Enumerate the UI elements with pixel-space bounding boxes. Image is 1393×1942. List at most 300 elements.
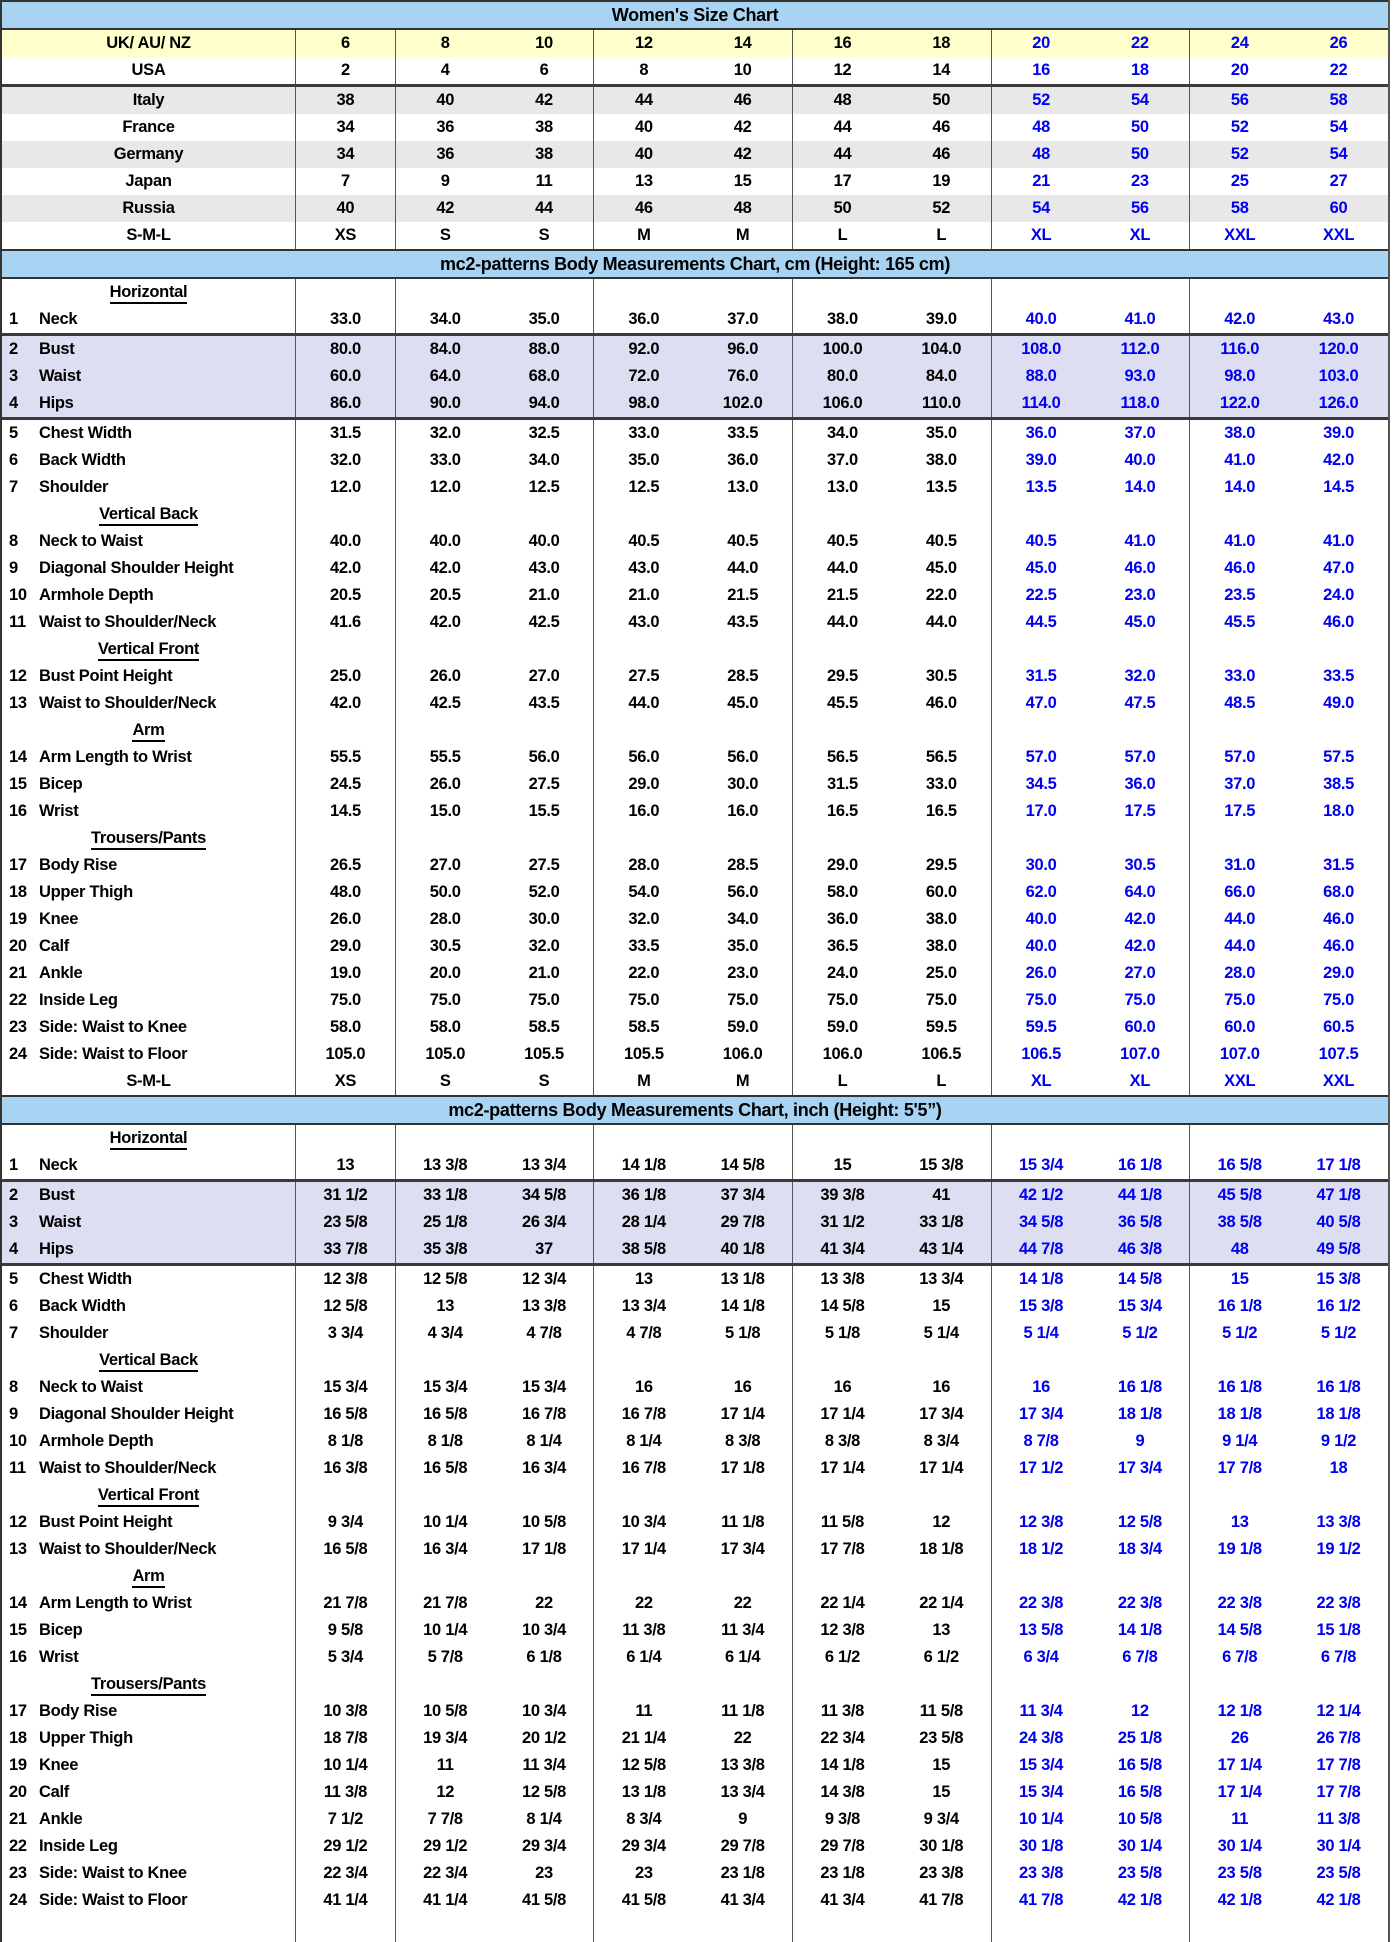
cell	[892, 1347, 991, 1374]
cell: 22.0	[593, 960, 693, 987]
table-row	[2, 195, 1388, 222]
cell	[296, 1482, 395, 1509]
cell: 21.0	[528, 586, 560, 604]
cell: 29.0	[329, 937, 361, 955]
cell: 17 3/4	[991, 1401, 1091, 1428]
cell: 34.0	[792, 420, 892, 447]
cell: 6 3/4	[991, 1644, 1091, 1671]
cell: 8	[395, 30, 495, 57]
cell	[693, 501, 792, 528]
cell: 17 1/4	[720, 1405, 765, 1423]
cell: 7 7/8	[395, 1806, 495, 1833]
cell: 58	[1189, 195, 1289, 222]
cell: 5 1/8	[725, 1324, 761, 1342]
cell: 7 1/2	[327, 1810, 363, 1828]
cell: 103.0	[1318, 367, 1359, 385]
cell: 16.5	[792, 798, 892, 825]
cell: 11 3/8	[323, 1783, 367, 1801]
cell	[991, 1671, 1091, 1698]
cell: 9 3/4	[923, 1810, 959, 1828]
cell: 18	[1329, 1459, 1348, 1477]
cell: 57.0	[1189, 744, 1289, 771]
cell: 58	[1329, 91, 1348, 109]
cell: 54	[1131, 91, 1149, 109]
table-row	[2, 168, 1388, 195]
cell	[1289, 1125, 1388, 1152]
cell	[395, 1482, 495, 1509]
row-label: 11 Waist to Shoulder/Neck	[2, 1455, 296, 1482]
cell: 23 5/8	[1316, 1864, 1361, 1882]
cell: 17 1/4	[792, 1455, 892, 1482]
cell	[1189, 501, 1289, 528]
cell: 17 7/8	[792, 1536, 892, 1563]
cell: 33.5	[593, 933, 693, 960]
cell	[395, 717, 495, 744]
cell: 13	[1189, 1509, 1289, 1536]
cell: 10 5/8	[395, 1698, 495, 1725]
cell: 15 3/4	[395, 1374, 495, 1401]
cell: 6 7/8	[1189, 1644, 1289, 1671]
cell: 27	[1329, 172, 1348, 190]
cell: 26 7/8	[1316, 1729, 1361, 1747]
cell: 24 3/8	[991, 1725, 1091, 1752]
cell: 37.0	[727, 310, 759, 328]
section-header-row	[2, 717, 1388, 744]
cell: 14	[733, 34, 752, 52]
cell: 8	[593, 57, 693, 84]
cell	[1091, 1125, 1190, 1152]
cell: 34.0	[727, 910, 759, 928]
cell: 17 1/8	[720, 1459, 765, 1477]
cell: 16 7/8	[521, 1405, 567, 1423]
cell: 44	[792, 141, 892, 168]
cell	[792, 279, 892, 306]
row-label: 10 Armhole Depth	[2, 1428, 296, 1455]
cell: 16 5/8	[1189, 1152, 1289, 1179]
cell: 19.0	[329, 964, 361, 982]
cell: 6	[539, 61, 549, 79]
cell: 42 1/8	[1189, 1887, 1289, 1914]
cell: 28.0	[395, 906, 495, 933]
section-header-row	[2, 1671, 1388, 1698]
cell	[892, 717, 991, 744]
cell: 23	[535, 1864, 553, 1882]
cell: 48	[991, 114, 1091, 141]
cell: 8 1/4	[526, 1432, 562, 1450]
cell: 36.0	[727, 451, 759, 469]
cell: 18 7/8	[323, 1729, 368, 1747]
cell: 6 7/8	[1320, 1648, 1357, 1666]
cell: 5 3/4	[327, 1648, 363, 1666]
cell: 106.5	[921, 1045, 962, 1063]
cell: 13.0	[727, 478, 759, 496]
section-label: Arm	[2, 1563, 296, 1590]
cell: 6 1/2	[792, 1644, 892, 1671]
cell: 88.0	[991, 363, 1091, 390]
cell: 46.0	[1189, 555, 1289, 582]
cell: XL	[1129, 1072, 1151, 1090]
cell: 36.5	[792, 933, 892, 960]
cell: 16 3/8	[323, 1459, 368, 1477]
cell: 10 3/4	[593, 1509, 693, 1536]
cell: 41.0	[1323, 532, 1354, 550]
cell: 26	[1189, 1725, 1289, 1752]
cell: 56.0	[727, 883, 759, 901]
row-label: 17 Body Rise	[2, 1698, 296, 1725]
cell: 39.0	[991, 447, 1091, 474]
cell: 110.0	[921, 394, 961, 412]
cell: 38 5/8	[593, 1236, 693, 1263]
cell	[296, 1671, 395, 1698]
cell: 29 1/2	[395, 1833, 495, 1860]
cell: 14 1/8	[720, 1297, 765, 1315]
cell: 50.0	[395, 879, 495, 906]
table-row	[2, 363, 1388, 390]
cell: 26.0	[395, 771, 495, 798]
cell: 4 7/8	[526, 1324, 562, 1342]
cell	[296, 501, 395, 528]
cell: 26 3/4	[521, 1213, 567, 1231]
cell	[593, 1671, 693, 1698]
cell	[892, 1125, 991, 1152]
cell	[1091, 1347, 1190, 1374]
cell: 12	[593, 30, 693, 57]
cell: 16	[792, 30, 892, 57]
cell: 15 3/8	[1316, 1270, 1361, 1288]
table-row	[2, 1182, 1388, 1209]
row-label: S-M-L	[2, 222, 296, 249]
cell: 60.5	[1323, 1018, 1354, 1036]
cell: 13 3/8	[720, 1756, 765, 1774]
cell: 16	[593, 1374, 693, 1401]
cell: 18	[1131, 61, 1149, 79]
cell: 15	[932, 1783, 951, 1801]
row-label: 12 Bust Point Height	[2, 1509, 296, 1536]
cell: 38.5	[1323, 775, 1354, 793]
cell	[1189, 825, 1289, 852]
table-row	[2, 1428, 1388, 1455]
table-row	[2, 960, 1388, 987]
cell	[892, 1671, 991, 1698]
cell: 44 1/8	[1117, 1186, 1162, 1204]
cell: 12 3/4	[521, 1270, 567, 1288]
cell: 56.0	[727, 748, 759, 766]
table-row	[2, 1779, 1388, 1806]
cell: 8 3/8	[792, 1428, 892, 1455]
cell: 32.0	[329, 451, 361, 469]
cell: 80.0	[792, 363, 892, 390]
cell: 18 1/8	[1117, 1405, 1162, 1423]
cell: S	[538, 1072, 550, 1090]
cell: 6 1/4	[725, 1648, 761, 1666]
table-row	[2, 1209, 1388, 1236]
cell: 24.0	[1323, 586, 1354, 604]
cell: L	[792, 1068, 892, 1095]
cell: 31.5	[792, 771, 892, 798]
cell: 50	[1131, 145, 1149, 163]
cell: 59.5	[991, 1014, 1091, 1041]
cell: 108.0	[991, 336, 1091, 363]
cell: 75.0	[1124, 991, 1156, 1009]
cell: 98.0	[1189, 363, 1289, 390]
cell: 37	[535, 1240, 553, 1258]
cell: 17.5	[1189, 798, 1289, 825]
section-header-row	[2, 1347, 1388, 1374]
cell: 92.0	[593, 336, 693, 363]
cell: 29 3/4	[521, 1837, 567, 1855]
cell	[593, 717, 693, 744]
cell: 17.0	[991, 798, 1091, 825]
table-row	[2, 1320, 1388, 1347]
cell: 90.0	[395, 390, 495, 417]
cell: 16 5/8	[323, 1540, 368, 1558]
cell: 16 7/8	[593, 1455, 693, 1482]
cell: 30.0	[727, 775, 759, 793]
cell: 12	[932, 1513, 951, 1531]
row-label: 6 Back Width	[2, 447, 296, 474]
cell: 13	[336, 1156, 355, 1174]
cell: 42 1/8	[1117, 1891, 1162, 1909]
cell: M	[735, 226, 750, 244]
cell	[1289, 1563, 1388, 1590]
cell: 48	[991, 141, 1091, 168]
cell	[395, 1125, 495, 1152]
cell: 68.0	[528, 367, 560, 385]
cell	[1189, 1482, 1289, 1509]
cell: 43.5	[727, 613, 759, 631]
cell: S	[395, 222, 495, 249]
cell: 17 3/4	[919, 1405, 964, 1423]
cell: 33 1/8	[395, 1182, 495, 1209]
cell: 28.0	[1189, 960, 1289, 987]
cell: 9	[1135, 1432, 1145, 1450]
cell: 40.5	[727, 532, 759, 550]
cell: 21.0	[593, 582, 693, 609]
cell	[495, 1347, 594, 1374]
cell: XS	[334, 226, 357, 244]
cell	[1189, 1347, 1289, 1374]
cell	[495, 1914, 594, 1942]
row-label: 16 Wrist	[2, 1644, 296, 1671]
cell: 20.5	[329, 586, 361, 604]
cell: 18 1/2	[991, 1536, 1091, 1563]
cell	[991, 279, 1091, 306]
table-row	[2, 30, 1388, 57]
cell: 11 3/8	[792, 1698, 892, 1725]
table-row	[2, 1293, 1388, 1320]
cell: 35.0	[925, 424, 957, 442]
cell: 8 1/4	[593, 1428, 693, 1455]
cell	[1289, 1671, 1388, 1698]
cell: 54	[1329, 118, 1348, 136]
cell: 2	[340, 61, 350, 79]
row-label: 1 Neck	[2, 1152, 296, 1179]
cell: 52	[991, 87, 1091, 114]
cell: 16 1/8	[1316, 1378, 1361, 1396]
row-label: 21 Ankle	[2, 1806, 296, 1833]
row-label: 15 Bicep	[2, 1617, 296, 1644]
cell: 34	[336, 118, 355, 136]
table-row	[2, 582, 1388, 609]
cell: 13 3/8	[395, 1152, 495, 1179]
row-label: 18 Upper Thigh	[2, 1725, 296, 1752]
cell: 13	[593, 1266, 693, 1293]
cell	[395, 1563, 495, 1590]
section-label: Trousers/Pants	[2, 1671, 296, 1698]
cell: 12.5	[528, 478, 560, 496]
cell	[593, 1482, 693, 1509]
cell: 39 3/8	[792, 1182, 892, 1209]
row-label	[2, 1914, 296, 1942]
cell: 106.5	[991, 1041, 1091, 1068]
cell: 13.5	[991, 474, 1091, 501]
table-row	[2, 1068, 1388, 1095]
cell: 66.0	[1189, 879, 1289, 906]
cell: XXL	[1322, 226, 1355, 244]
cell	[1091, 825, 1190, 852]
cell	[1289, 1347, 1388, 1374]
empty-footer-row	[2, 1914, 1388, 1942]
cell: 38.0	[925, 937, 957, 955]
cell: 33 7/8	[323, 1240, 368, 1258]
cell: 42.0	[1189, 306, 1289, 333]
cell: 13 3/4	[720, 1783, 765, 1801]
cell: 13 3/4	[521, 1156, 567, 1174]
cell: 38	[535, 145, 553, 163]
cell: 64.0	[1124, 883, 1156, 901]
cell: 28 1/4	[593, 1209, 693, 1236]
cell	[1289, 1482, 1388, 1509]
cell: 75.0	[727, 991, 759, 1009]
row-label: 17 Body Rise	[2, 852, 296, 879]
cell: 36.0	[792, 906, 892, 933]
row-label: 5 Chest Width	[2, 1266, 296, 1293]
cell	[1189, 279, 1289, 306]
cell: 27.0	[395, 852, 495, 879]
cell: 42	[733, 118, 752, 136]
cell	[792, 1347, 892, 1374]
cell: 40.5	[593, 528, 693, 555]
cell: 40 1/8	[720, 1240, 765, 1258]
cell: 76.0	[727, 367, 759, 385]
cell: 28.0	[593, 852, 693, 879]
size-conversion-table	[2, 30, 1388, 249]
cell: 10 1/4	[395, 1509, 495, 1536]
cell	[395, 825, 495, 852]
row-label: 10 Armhole Depth	[2, 582, 296, 609]
cell: 26.0	[395, 663, 495, 690]
table-row	[2, 1617, 1388, 1644]
cell: 42.0	[395, 609, 495, 636]
body-measurements-inch-table	[2, 1125, 1388, 1914]
cell: 43.0	[528, 559, 560, 577]
cell: 11 1/8	[721, 1702, 765, 1720]
section-label: Arm	[2, 717, 296, 744]
row-label: 20 Calf	[2, 933, 296, 960]
cell: 26.5	[329, 856, 361, 874]
cell: 105.5	[524, 1045, 564, 1063]
cell	[296, 1914, 395, 1942]
cell: 45.5	[1189, 609, 1289, 636]
cell: 4 7/8	[593, 1320, 693, 1347]
cell	[1091, 1914, 1190, 1942]
cell: 6 7/8	[1122, 1648, 1158, 1666]
cell: XL	[991, 222, 1091, 249]
cell	[495, 1482, 594, 1509]
cell: 27.0	[528, 667, 560, 685]
cell	[892, 1482, 991, 1509]
row-label: France	[2, 114, 296, 141]
cell: 13 1/8	[593, 1779, 693, 1806]
row-label: 1 Neck	[2, 306, 296, 333]
cell: 44	[792, 114, 892, 141]
cell: 47 1/8	[1316, 1186, 1361, 1204]
cell: 14.5	[329, 802, 361, 820]
table-row	[2, 1401, 1388, 1428]
cell: 12.0	[395, 474, 495, 501]
cell: 18 1/8	[1189, 1401, 1289, 1428]
cell: 22.5	[991, 582, 1091, 609]
cell: 9 1/2	[1320, 1432, 1357, 1450]
cell: 44.0	[792, 609, 892, 636]
cell: 20	[1189, 57, 1289, 84]
cell: 17 1/2	[991, 1455, 1091, 1482]
cell: 30 1/8	[919, 1837, 964, 1855]
cell	[991, 636, 1091, 663]
cell: 9 5/8	[327, 1621, 363, 1639]
cell: 14 5/8	[792, 1293, 892, 1320]
cell: 126.0	[1318, 394, 1359, 412]
cell: 75.0	[1189, 987, 1289, 1014]
cell: 55.5	[329, 748, 361, 766]
cell: 16 1/8	[1117, 1378, 1162, 1396]
row-label: 24 Side: Waist to Floor	[2, 1887, 296, 1914]
cell: 16 5/8	[395, 1455, 495, 1482]
table-row	[2, 690, 1388, 717]
cell: 13 1/8	[720, 1270, 765, 1288]
cell: 58.5	[528, 1018, 560, 1036]
cell: 31.5	[1323, 856, 1354, 874]
cell: 46	[932, 145, 951, 163]
cell: 9 3/8	[792, 1806, 892, 1833]
cell: 22	[535, 1594, 553, 1612]
cell: 31.5	[991, 663, 1091, 690]
cell: 15 3/8	[991, 1293, 1091, 1320]
cell: 23 5/8	[323, 1213, 368, 1231]
cell	[991, 825, 1091, 852]
cell: 75.0	[925, 991, 957, 1009]
cell: 29.5	[792, 663, 892, 690]
row-label: 23 Side: Waist to Knee	[2, 1014, 296, 1041]
cell: 36 1/8	[593, 1182, 693, 1209]
cell	[395, 501, 495, 528]
cell: 44.0	[1189, 906, 1289, 933]
cell	[1091, 1482, 1190, 1509]
cell: 15 3/4	[991, 1779, 1091, 1806]
cell: 58.5	[593, 1014, 693, 1041]
cell: L	[792, 222, 892, 249]
cell: 20 1/2	[521, 1729, 567, 1747]
cell: 11	[593, 1698, 693, 1725]
cell: 41 3/4	[720, 1891, 765, 1909]
cell: 41 5/8	[593, 1887, 693, 1914]
cell: 37.0	[792, 447, 892, 474]
cell: 30.0	[991, 852, 1091, 879]
cell	[991, 501, 1091, 528]
cell	[991, 1563, 1091, 1590]
cell: 46	[733, 91, 752, 109]
cell: 16.0	[593, 798, 693, 825]
